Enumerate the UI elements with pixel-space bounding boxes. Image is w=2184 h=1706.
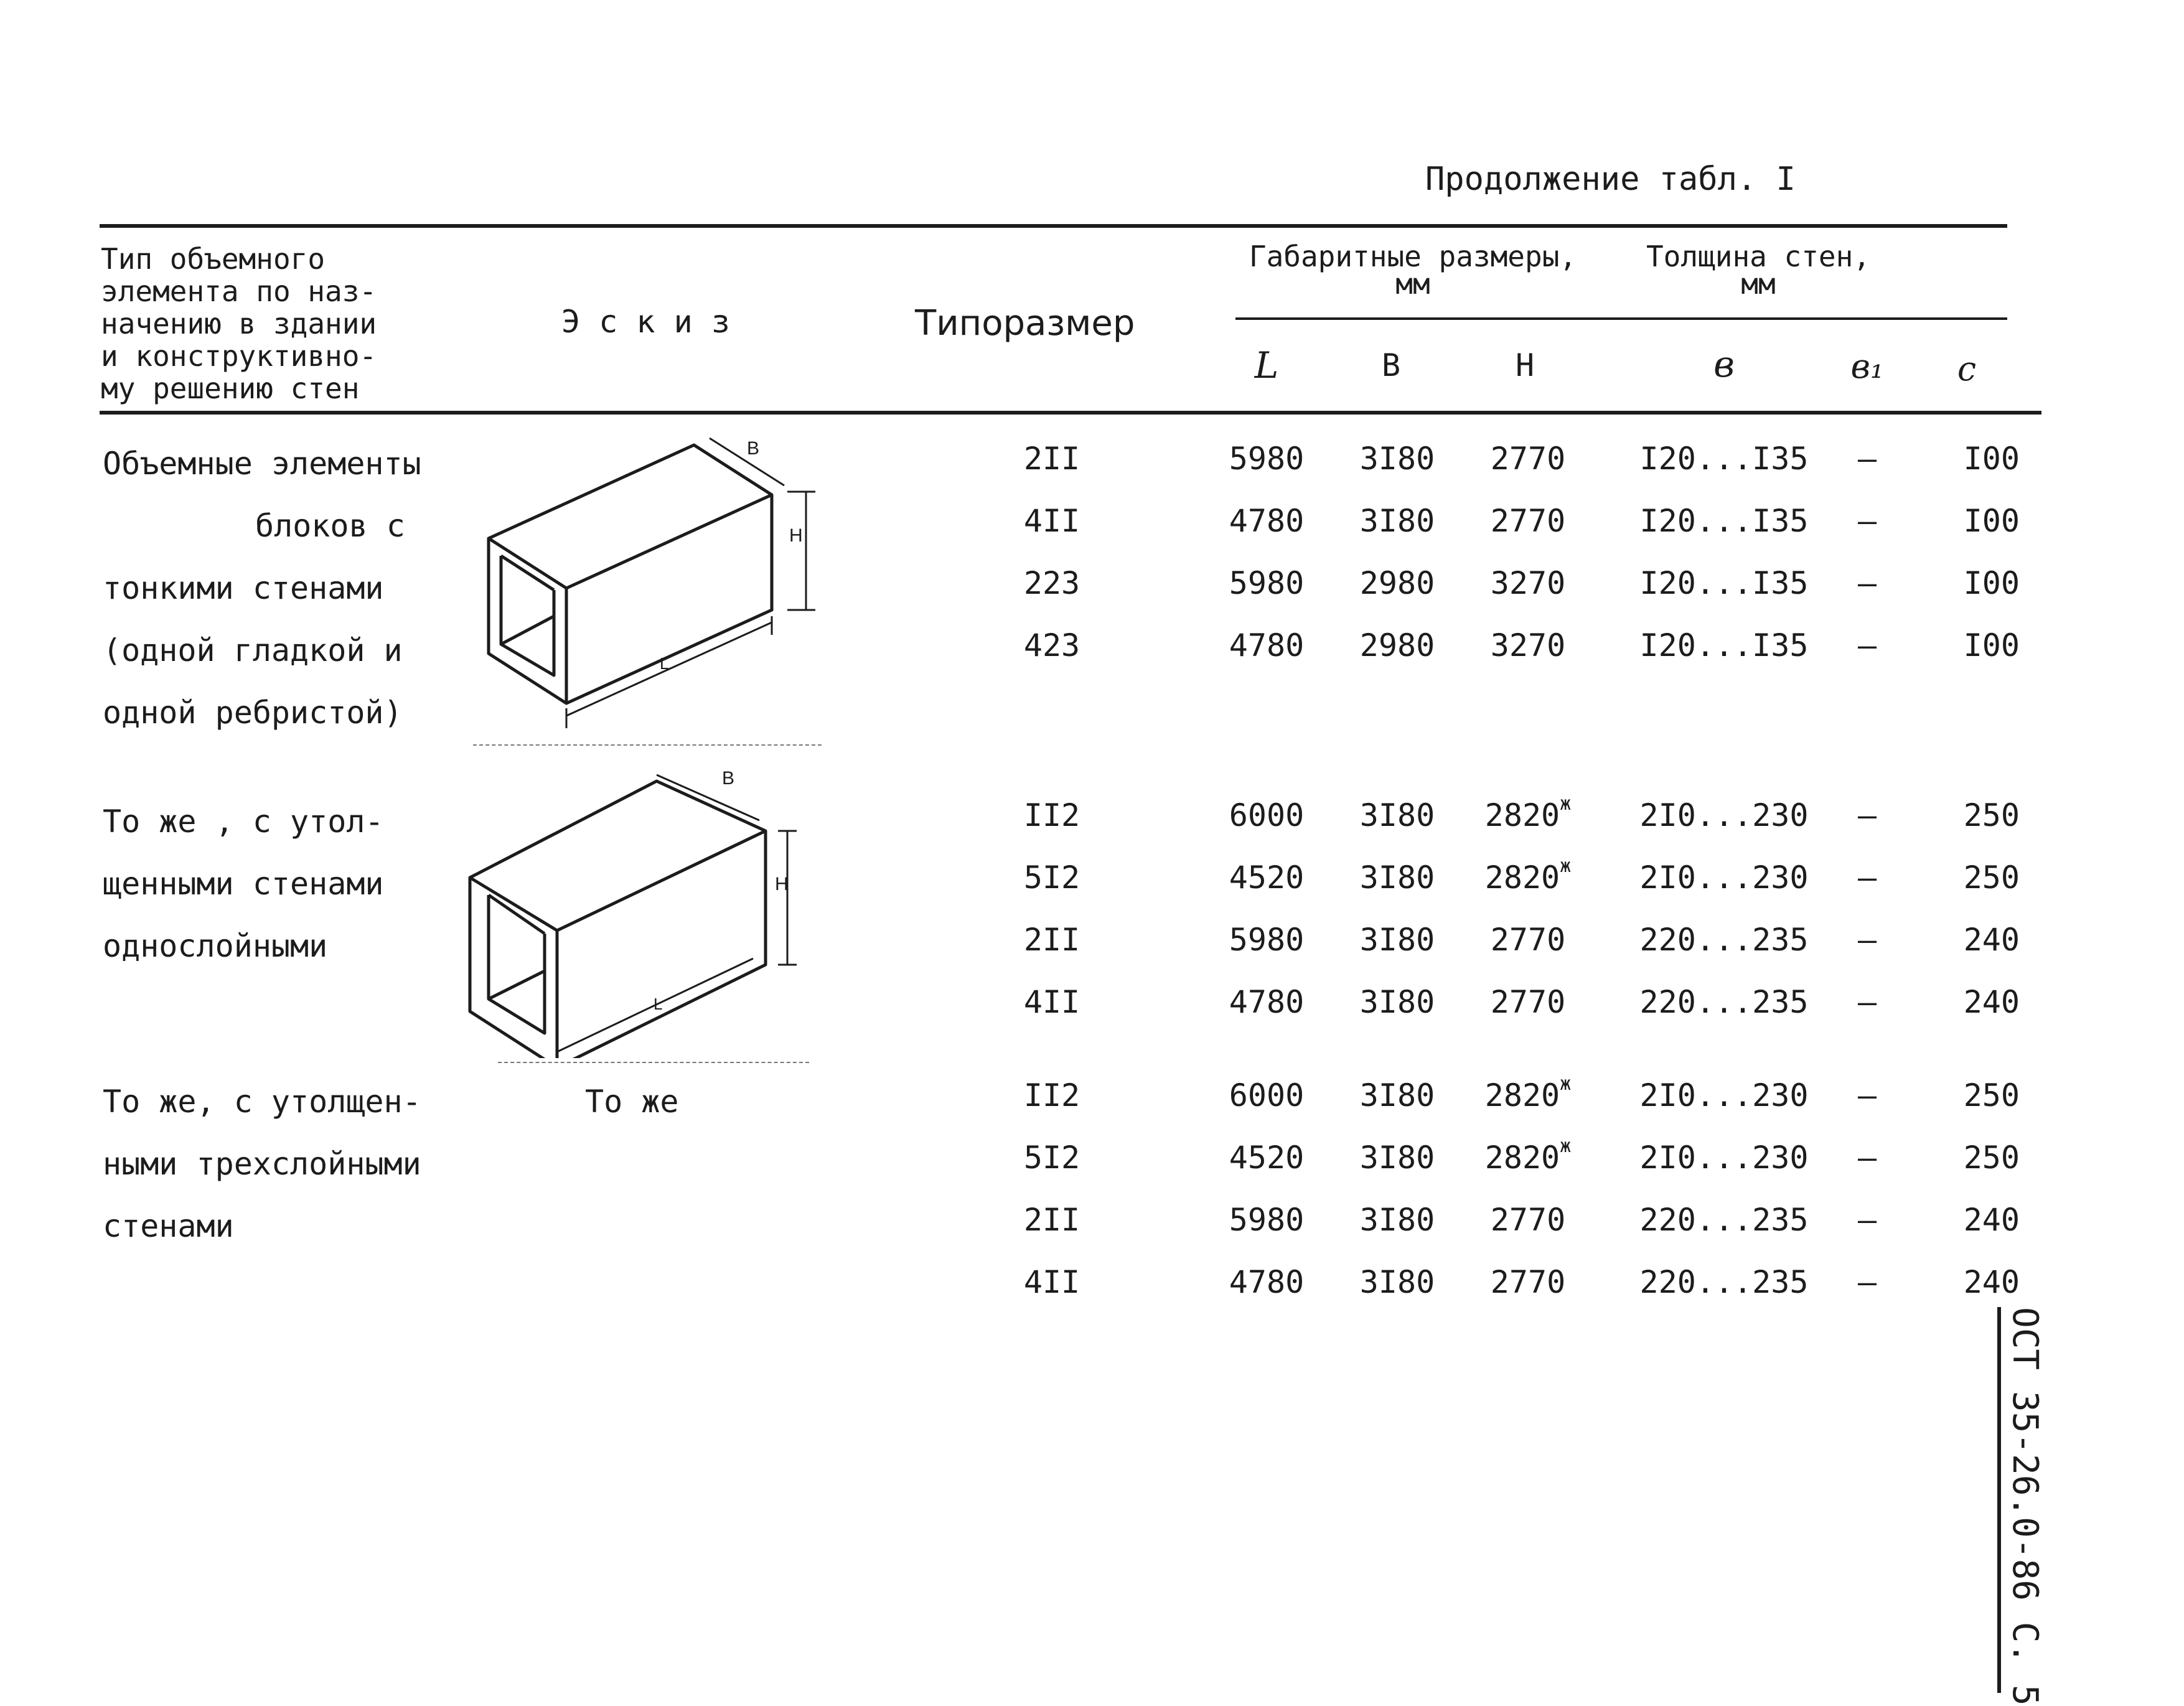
header-type-line: элемента по наз- <box>101 274 377 308</box>
block-sketch-2 <box>461 766 809 1058</box>
header-sub-height: H <box>1515 347 1535 383</box>
cell-L: 4780 <box>1229 503 1305 539</box>
cell-c: 240 <box>1963 1202 2020 1238</box>
description-line: То же, с утолщен- <box>103 1084 421 1120</box>
cell-L: 5980 <box>1229 441 1305 477</box>
cell-B: 3I80 <box>1359 441 1435 477</box>
cell-height-value: 2820 <box>1484 1140 1560 1176</box>
cell-L: 6000 <box>1229 1077 1305 1113</box>
cell-b: 2I0...230 <box>1639 1140 1809 1176</box>
header-bottom-rule <box>100 411 2041 415</box>
cell-c: I00 <box>1963 627 2020 663</box>
table-top-rule <box>100 224 2007 228</box>
description-line: блоков с <box>255 508 405 544</box>
cell-L: 5980 <box>1229 1202 1305 1238</box>
sketch-separator-2 <box>498 1062 809 1063</box>
cell-height-value: 2820 <box>1484 797 1560 833</box>
cell-L: 4520 <box>1229 860 1305 896</box>
cell-c: 240 <box>1963 922 2020 958</box>
header-dims-line: Габаритные размеры, <box>1249 240 1577 273</box>
cell-b1: – <box>1857 1077 1877 1113</box>
cell-b: 220...235 <box>1639 984 1809 1020</box>
cell-size: 4II <box>1023 503 1080 539</box>
sketch-label-width: B <box>722 768 735 789</box>
cell-b1: – <box>1857 922 1877 958</box>
header-type-line: начению в здании <box>101 307 377 340</box>
cell-B: 3I80 <box>1359 1077 1435 1113</box>
header-dims-unit: мм <box>1395 267 1430 301</box>
cell-height-value: 2770 <box>1490 984 1566 1020</box>
sketch-label-width: B <box>747 438 760 459</box>
cell-size: 223 <box>1023 565 1080 601</box>
cell-b: 220...235 <box>1639 922 1809 958</box>
cell-B: 3I80 <box>1359 1140 1435 1176</box>
cell-L: 4780 <box>1229 984 1305 1020</box>
description-line: То же , с утол- <box>103 804 384 840</box>
cell-height-value: 2770 <box>1490 441 1566 477</box>
cell-c: 250 <box>1963 797 2020 833</box>
cell-H <box>1469 1202 1587 1238</box>
document-stamp: ОСТ 35-26.0-86 С. 5 <box>1997 1307 2045 1693</box>
cell-c: 240 <box>1963 984 2020 1020</box>
header-walls-group <box>1643 240 1873 301</box>
sketch-label-height: H <box>775 874 789 894</box>
cell-b1: – <box>1857 797 1877 833</box>
cell-L: 4780 <box>1229 627 1305 663</box>
footnote-mark: ж <box>1560 793 1572 815</box>
cell-height-value: 2770 <box>1490 503 1566 539</box>
cell-c: 250 <box>1963 1140 2020 1176</box>
cell-L: 4520 <box>1229 1140 1305 1176</box>
cell-height-value: 2770 <box>1490 1202 1566 1238</box>
header-sketch-column: Э с к и з <box>561 304 730 340</box>
cell-H <box>1469 441 1587 477</box>
header-type-line: му решению стен <box>101 372 360 405</box>
cell-H <box>1469 855 1587 896</box>
cell-b1: – <box>1857 441 1877 477</box>
cell-size: 4II <box>1023 1264 1080 1300</box>
cell-b: I20...I35 <box>1639 441 1809 477</box>
header-walls-line: Толщина стен, <box>1646 240 1871 273</box>
header-type-line: Тип объемного <box>101 242 326 276</box>
cell-c: 250 <box>1963 860 2020 896</box>
cell-B: 3I80 <box>1359 503 1435 539</box>
header-dims-group <box>1226 240 1600 301</box>
cell-H <box>1469 922 1587 958</box>
sketch-label-length: L <box>654 995 663 1013</box>
table-caption: Продолжение табл. I <box>1425 161 1796 198</box>
cell-b: 220...235 <box>1639 1202 1809 1238</box>
description-line: стенами <box>103 1208 234 1244</box>
header-type-column <box>101 243 377 405</box>
cell-size: 423 <box>1023 627 1080 663</box>
description-line: тонкими стенами <box>103 570 384 606</box>
header-sub-wall-b: в <box>1713 343 1735 385</box>
cell-H <box>1469 984 1587 1020</box>
cell-size: 5I2 <box>1023 1140 1080 1176</box>
cell-L: 4780 <box>1229 1264 1305 1300</box>
cell-height-value: 2770 <box>1490 1264 1566 1300</box>
cell-b: 2I0...230 <box>1639 797 1809 833</box>
cell-size: 4II <box>1023 984 1080 1020</box>
cell-B: 3I80 <box>1359 984 1435 1020</box>
header-walls-unit: мм <box>1741 267 1776 301</box>
cell-c: I00 <box>1963 565 2020 601</box>
header-sub-wall-c: с <box>1957 349 1977 388</box>
cell-H <box>1469 1264 1587 1300</box>
cell-H <box>1469 565 1587 601</box>
cell-b1: – <box>1857 1264 1877 1300</box>
cell-H <box>1469 505 1587 537</box>
cell-H <box>1469 1073 1587 1113</box>
cell-B: 3I80 <box>1359 797 1435 833</box>
cell-b: I20...I35 <box>1639 503 1809 539</box>
cell-height-value: 3270 <box>1490 565 1566 601</box>
cell-H <box>1469 1135 1587 1176</box>
sketch-separator-1 <box>473 744 822 746</box>
block-sketch-1 <box>473 429 822 753</box>
cell-b: 2I0...230 <box>1639 1077 1809 1113</box>
cell-size: II2 <box>1023 797 1080 833</box>
cell-B: 3I80 <box>1359 1202 1435 1238</box>
header-sub-wall-b1: в₁ <box>1850 347 1884 386</box>
cell-L: 6000 <box>1229 797 1305 833</box>
header-sub-width: B <box>1381 347 1401 383</box>
footnote-mark: ж <box>1560 1135 1572 1157</box>
sketch-label-length: L <box>660 654 669 673</box>
cell-c: 250 <box>1963 1077 2020 1113</box>
cell-b1: – <box>1857 1140 1877 1176</box>
header-type-line: и конструктивно- <box>101 339 377 373</box>
cell-height-value: 2820 <box>1484 1077 1560 1113</box>
cell-b1: – <box>1857 1202 1877 1238</box>
cell-b: 2I0...230 <box>1639 860 1809 896</box>
description-line: одной ребристой) <box>103 695 403 731</box>
cell-size: 5I2 <box>1023 860 1080 896</box>
cell-height-value: 3270 <box>1490 627 1566 663</box>
cell-B: 2980 <box>1359 627 1435 663</box>
cell-size: 2II <box>1023 441 1080 477</box>
description-line: ными трехслойными <box>103 1146 421 1182</box>
cell-H <box>1469 627 1587 663</box>
cell-c: I00 <box>1963 503 2020 539</box>
cell-b1: – <box>1857 627 1877 663</box>
group-3-sketch-reference: То же <box>585 1084 679 1120</box>
cell-c: 240 <box>1963 1264 2020 1300</box>
cell-size: 2II <box>1023 922 1080 958</box>
dims-group-rule <box>1235 317 2007 320</box>
description-line: Объемные элементы <box>103 446 421 482</box>
cell-b: I20...I35 <box>1639 627 1809 663</box>
cell-L: 5980 <box>1229 565 1305 601</box>
cell-b1: – <box>1857 860 1877 896</box>
description-line: (одной гладкой и <box>103 632 403 668</box>
cell-B: 3I80 <box>1359 860 1435 896</box>
header-size-column: Типоразмер <box>915 303 1135 344</box>
cell-height-value: 2770 <box>1490 922 1566 958</box>
cell-L: 5980 <box>1229 922 1305 958</box>
cell-b1: – <box>1857 503 1877 539</box>
cell-c: I00 <box>1963 441 2020 477</box>
description-line: щенными стенами <box>103 866 384 902</box>
description-line: однослойными <box>103 928 328 964</box>
header-sub-length: L <box>1254 344 1279 387</box>
cell-size: 2II <box>1023 1202 1080 1238</box>
footnote-mark: ж <box>1560 1073 1572 1095</box>
cell-B: 3I80 <box>1359 1264 1435 1300</box>
cell-height-value: 2820 <box>1484 860 1560 896</box>
cell-size: II2 <box>1023 1077 1080 1113</box>
sketch-label-height: H <box>789 525 803 546</box>
cell-b: I20...I35 <box>1639 565 1809 601</box>
cell-B: 2980 <box>1359 565 1435 601</box>
cell-b1: – <box>1857 565 1877 601</box>
footnote-mark: ж <box>1560 855 1572 877</box>
cell-B: 3I80 <box>1359 922 1435 958</box>
cell-b: 220...235 <box>1639 1264 1809 1300</box>
cell-H <box>1469 793 1587 833</box>
cell-b1: – <box>1857 984 1877 1020</box>
